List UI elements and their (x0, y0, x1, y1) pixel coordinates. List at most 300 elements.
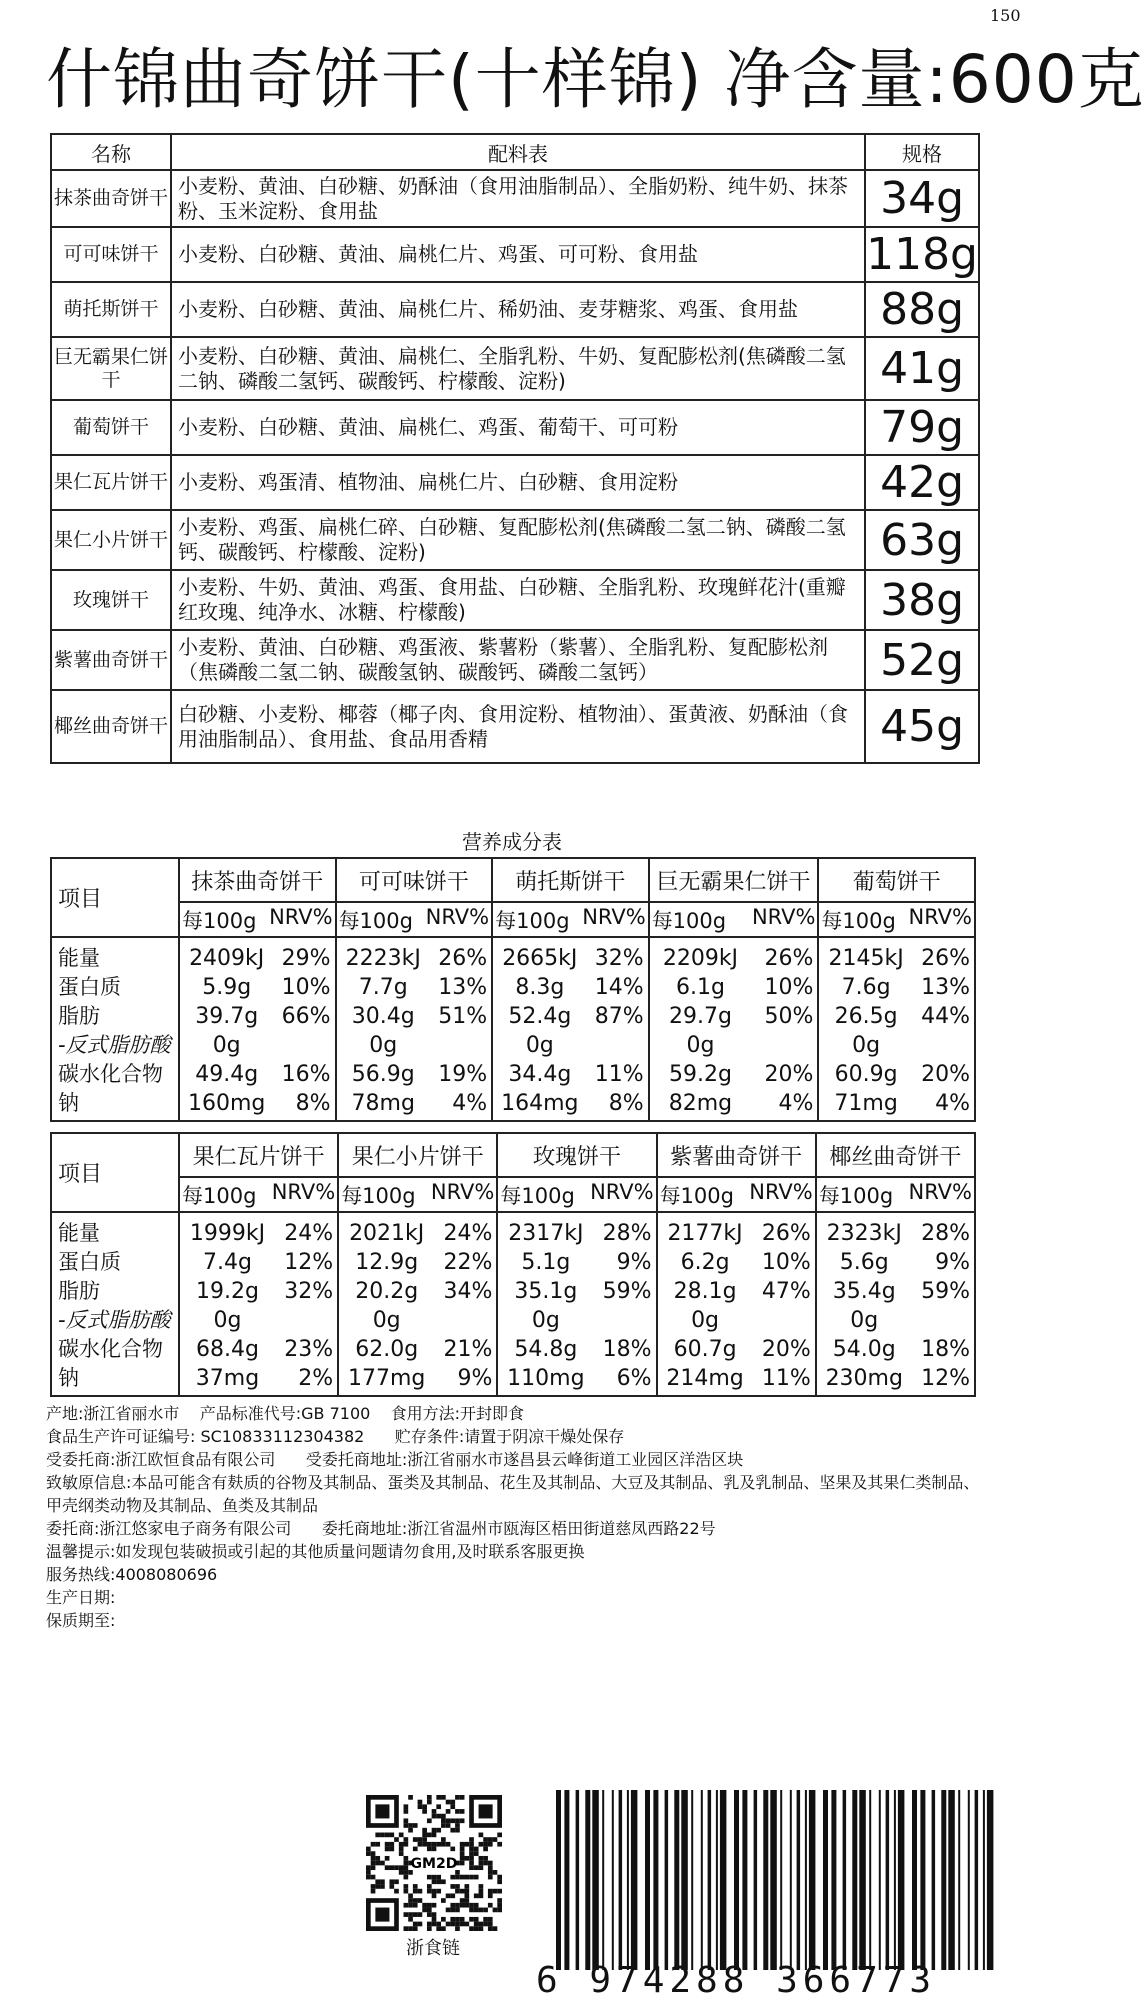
nutrient-value-row (180, 1031, 335, 1060)
product-spec: 34g (865, 170, 979, 227)
nutrient-value-row (498, 1219, 655, 1248)
product-ingredients: 小麦粉、牛奶、黄油、鸡蛋、食用盐、白砂糖、全脂乳粉、玫瑰鲜花汁(重瓣红玫瑰、纯净水、冰糖、柠檬酸) (171, 570, 865, 630)
nutrient-value-row (498, 1364, 655, 1393)
value-nrv: 26% (764, 946, 814, 971)
value-nrv: 13% (921, 975, 970, 1000)
info-line: 保质期至: (46, 1611, 116, 1630)
product-info (46, 1402, 986, 1632)
per100g-label: 每100g (182, 1183, 257, 1208)
nutrition-values (179, 937, 336, 1121)
value-per100g: 5.9g (202, 975, 252, 1000)
nutrient-value-row (658, 1248, 815, 1277)
value-per100g: 0g (850, 1308, 879, 1333)
value-per100g: 49.4g (195, 1062, 259, 1087)
nutrient-label: 脂肪 (58, 1004, 100, 1028)
nutrient-value-row (650, 1089, 818, 1118)
per100g-label: 每100g (341, 1183, 416, 1208)
value-per100g: 110mg (507, 1366, 585, 1391)
nutrition-product-name: 椰丝曲奇饼干 (816, 1133, 975, 1177)
nutrition-product-name: 可可味饼干 (336, 858, 493, 902)
nutrition-subheader (338, 1177, 497, 1212)
nrv-label: NRV% (908, 904, 972, 929)
nutrient-value-row (180, 944, 335, 973)
nrv-label: NRV% (749, 1179, 813, 1204)
value-nrv: 8% (295, 1091, 331, 1116)
value-nrv: 50% (764, 1004, 814, 1029)
value-nrv: 28% (602, 1221, 652, 1246)
info-line: 温馨提示:如发现包装破损或引起的其他质量问题请勿食用,及时联系客服更换 (46, 1542, 585, 1561)
nutrient-value-row (498, 1335, 655, 1364)
nutrient-value-row (817, 1306, 974, 1335)
nutrition-product-name: 萌托斯饼干 (492, 858, 649, 902)
value-per100g: 5.6g (839, 1250, 889, 1275)
nutrition-table-2 (50, 1132, 976, 1397)
qr-code (366, 1795, 502, 1931)
per100g-label: 每100g (821, 908, 896, 933)
value-per100g: 60.7g (673, 1337, 737, 1362)
value-nrv (913, 1031, 974, 1060)
ingredient-row (51, 690, 979, 763)
nutrient-label: 脂肪 (58, 1279, 100, 1303)
nutrient-label: 碳水化合物 (58, 1337, 163, 1361)
product-name: 抹茶曲奇饼干 (51, 170, 171, 227)
value-per100g: 214mg (666, 1366, 744, 1391)
value-per100g: 0g (691, 1308, 720, 1333)
value-nrv: 26% (921, 946, 970, 971)
value-nrv (434, 1306, 496, 1335)
nutrient-value-row (180, 1335, 337, 1364)
value-nrv: 11% (594, 1062, 644, 1087)
product-spec: 88g (865, 282, 979, 337)
info-line: 致敏原信息:本品可能含有麸质的谷物及其制品、蛋类及其制品、花生及其制品、大豆及其制品、乳及乳制品、坚果及其果仁类制品、甲壳纲类动物及其制品、鱼类及其制品 (46, 1473, 980, 1515)
nutrition-product-name: 玫瑰饼干 (497, 1133, 656, 1177)
value-nrv: 26% (761, 1221, 811, 1246)
nutrition-subheader (179, 902, 336, 937)
nutrition-values (657, 1212, 816, 1396)
nutrient-value-row (493, 1031, 648, 1060)
info-line: 委托商:浙江悠家电子商务有限公司 委托商地址:浙江省温州市瓯海区梧田街道慈凤西路22号 (46, 1519, 716, 1538)
nrv-label: NRV% (271, 1179, 336, 1204)
per100g-label: 每100g (338, 908, 413, 933)
nutrition-product-name: 果仁瓦片饼干 (179, 1133, 338, 1177)
nutrient-label: -反式脂肪酸 (58, 1308, 171, 1332)
per100g-label: 每100g (495, 908, 570, 933)
value-nrv: 51% (438, 1004, 488, 1029)
nrv-label: NRV% (425, 904, 490, 929)
ingredient-row (51, 282, 979, 337)
value-nrv: 18% (921, 1337, 970, 1362)
value-nrv (275, 1306, 337, 1335)
nutrition-header-label: 项目 (51, 858, 179, 937)
value-nrv: 66% (281, 1004, 331, 1029)
value-nrv: 29% (281, 946, 331, 971)
value-per100g: 37mg (195, 1366, 260, 1391)
nutrient-value-row (819, 944, 974, 973)
nutrition-values (649, 937, 819, 1121)
value-per100g: 35.1g (514, 1279, 578, 1304)
value-per100g: 30.4g (351, 1004, 415, 1029)
value-nrv: 4% (452, 1091, 488, 1116)
nrv-label: NRV% (751, 904, 816, 929)
value-per100g: 164mg (501, 1091, 579, 1116)
nutrition-subheader (497, 1177, 656, 1212)
value-per100g: 0g (531, 1308, 560, 1333)
product-ingredients: 小麦粉、白砂糖、黄油、扁桃仁片、稀奶油、麦芽糖浆、鸡蛋、食用盐 (171, 282, 865, 337)
value-per100g: 0g (369, 1033, 398, 1058)
value-per100g: 2665kJ (502, 946, 578, 971)
value-per100g: 160mg (187, 1091, 266, 1116)
nutrient-value-row (817, 1364, 974, 1393)
value-nrv: 13% (438, 975, 488, 1000)
nutrient-labels (51, 1212, 179, 1396)
value-per100g: 52.4g (508, 1004, 572, 1029)
value-nrv: 59% (602, 1279, 652, 1304)
ingredient-row (51, 455, 979, 510)
nutrient-value-row (337, 1002, 492, 1031)
nutrient-value-row (817, 1277, 974, 1306)
value-per100g: 54.0g (832, 1337, 896, 1362)
header-ingredients: 配料表 (171, 134, 865, 170)
info-line: 产地:浙江省丽水市 产品标准代号:GB 7100 食用方法:开封即食 (46, 1404, 525, 1423)
value-per100g: 2317kJ (508, 1221, 584, 1246)
value-nrv: 12% (284, 1250, 334, 1275)
nrv-label: NRV% (582, 904, 646, 929)
value-per100g: 8.3g (515, 975, 565, 1000)
product-name: 萌托斯饼干 (51, 282, 171, 337)
per100g-label: 每100g (818, 1183, 894, 1208)
nutrient-value-row (498, 1248, 655, 1277)
value-nrv: 23% (284, 1337, 334, 1362)
value-nrv: 14% (594, 975, 644, 1000)
nutrient-label: 能量 (58, 946, 100, 970)
value-per100g: 20.2g (355, 1279, 419, 1304)
nutrient-value-row (339, 1219, 496, 1248)
nutrient-value-row (493, 1089, 648, 1118)
product-name: 紫薯曲奇饼干 (51, 630, 171, 690)
value-nrv: 24% (443, 1221, 493, 1246)
value-nrv: 20% (761, 1337, 811, 1362)
product-spec: 45g (865, 690, 979, 763)
value-per100g: 2209kJ (662, 946, 739, 971)
nutrition-product-name: 巨无霸果仁饼干 (649, 858, 819, 902)
nutrition-subheader (657, 1177, 816, 1212)
value-per100g: 2021kJ (349, 1221, 425, 1246)
value-nrv: 12% (921, 1366, 970, 1391)
value-per100g: 0g (372, 1308, 401, 1333)
info-line: 服务热线:4008080696 (46, 1565, 218, 1584)
nutrient-value-row (180, 973, 335, 1002)
value-per100g: 230mg (825, 1366, 903, 1391)
product-spec: 63g (865, 510, 979, 570)
value-per100g: 2323kJ (826, 1221, 902, 1246)
nutrient-value-row (650, 1060, 818, 1089)
ingredient-row (51, 170, 979, 227)
nutrition-subheader (179, 1177, 338, 1212)
header-name: 名称 (51, 134, 171, 170)
nutrient-value-row (493, 944, 648, 973)
value-per100g: 29.7g (668, 1004, 732, 1029)
nutrient-value-row (180, 1306, 337, 1335)
value-nrv: 21% (443, 1337, 493, 1362)
product-spec: 52g (865, 630, 979, 690)
value-nrv (593, 1306, 655, 1335)
nutrient-value-row (650, 1031, 818, 1060)
nutrition-caption: 营养成分表 (462, 830, 562, 854)
nutrient-value-row (180, 1089, 335, 1118)
nutrient-value-row (650, 944, 818, 973)
nutrient-value-row (658, 1277, 815, 1306)
barcode-digits: 6 974288 366773 (536, 1960, 937, 2001)
value-nrv: 32% (594, 946, 644, 971)
product-name: 巨无霸果仁饼干 (51, 337, 171, 400)
nutrient-value-row (819, 1060, 974, 1089)
value-nrv: 9% (616, 1250, 652, 1275)
nutrient-value-row (493, 973, 648, 1002)
value-nrv: 20% (921, 1062, 970, 1087)
product-ingredients: 小麦粉、白砂糖、黄油、扁桃仁、全脂乳粉、牛奶、复配膨松剂(焦磷酸二氢二钠、磷酸二氢钙、碳酸钙、柠檬酸、淀粉) (171, 337, 865, 400)
value-nrv (430, 1031, 491, 1060)
product-spec: 118g (866, 229, 978, 280)
ingredient-row (51, 337, 979, 400)
nutrition-subheader (818, 902, 975, 937)
value-nrv: 10% (281, 975, 331, 1000)
per100g-label: 每100g (651, 908, 727, 933)
nutrient-value-row (819, 1089, 974, 1118)
value-per100g: 12.9g (355, 1250, 419, 1275)
value-per100g: 2177kJ (667, 1221, 743, 1246)
nutrient-value-row (498, 1306, 655, 1335)
nutrient-value-row (180, 1002, 335, 1031)
nutrition-values (497, 1212, 656, 1396)
per100g-label: 每100g (659, 1183, 734, 1208)
nutrition-values (492, 937, 649, 1121)
nutrient-value-row (493, 1002, 648, 1031)
ingredient-row (51, 570, 979, 630)
value-nrv: 9% (457, 1366, 493, 1391)
value-per100g: 34.4g (508, 1062, 572, 1087)
nutrient-value-row (337, 1031, 492, 1060)
value-per100g: 7.4g (203, 1250, 252, 1275)
product-name: 葡萄饼干 (51, 400, 171, 455)
nutrient-value-row (180, 1219, 337, 1248)
value-nrv: 59% (921, 1279, 970, 1304)
nutrition-product-name: 果仁小片饼干 (338, 1133, 497, 1177)
product-ingredients: 小麦粉、黄油、白砂糖、鸡蛋液、紫薯粉（紫薯）、全脂乳粉、复配膨松剂（焦磷酸二氢二钠、碳酸氢钠、碳酸钙、磷酸二氢钙） (171, 630, 865, 690)
nutrient-value-row (339, 1335, 496, 1364)
value-per100g: 2223kJ (345, 946, 421, 971)
value-nrv: 87% (594, 1004, 644, 1029)
barcode (556, 1790, 996, 1970)
per100g-label: 每100g (182, 908, 257, 933)
value-nrv: 44% (921, 1004, 970, 1029)
product-spec: 79g (865, 400, 979, 455)
value-nrv (586, 1031, 647, 1060)
product-ingredients: 白砂糖、小麦粉、椰蓉（椰子肉、食用淀粉、植物油）、蛋黄液、奶酥油（食用油脂制品）、食用盐、食品用香精 (171, 690, 865, 763)
value-per100g: 71mg (834, 1091, 898, 1116)
product-ingredients: 小麦粉、白砂糖、黄油、扁桃仁片、鸡蛋、可可粉、食用盐 (171, 227, 865, 282)
value-nrv: 10% (761, 1250, 811, 1275)
nutrient-value-row (339, 1248, 496, 1277)
nutrition-product-name: 紫薯曲奇饼干 (657, 1133, 816, 1177)
info-line: 食品生产许可证编号: SC10833112304382 贮存条件:请置于阴凉干燥处保存 (46, 1427, 625, 1446)
value-nrv: 19% (438, 1062, 488, 1087)
nutrient-value-row (339, 1364, 496, 1393)
value-nrv: 10% (764, 975, 814, 1000)
value-nrv (753, 1306, 815, 1335)
nutrition-values (818, 937, 975, 1121)
value-per100g: 7.6g (841, 975, 891, 1000)
nutrient-value-row (339, 1277, 496, 1306)
value-per100g: 35.4g (832, 1279, 896, 1304)
nutrient-value-row (658, 1219, 815, 1248)
value-nrv: 47% (761, 1279, 811, 1304)
product-ingredients: 小麦粉、黄油、白砂糖、奶酥油（食用油脂制品）、全脂奶粉、纯牛奶、抹茶粉、玉米淀粉、食用盐 (171, 170, 865, 227)
nutrient-value-row (819, 1031, 974, 1060)
product-name: 椰丝曲奇饼干 (51, 690, 171, 763)
nutrient-value-row (337, 973, 492, 1002)
value-nrv: 4% (935, 1091, 970, 1116)
value-per100g: 82mg (668, 1091, 733, 1116)
nutrient-label: -反式脂肪酸 (58, 1033, 171, 1057)
value-nrv (273, 1031, 334, 1060)
nutrition-subheader (336, 902, 493, 937)
ingredient-row (51, 510, 979, 570)
product-ingredients: 小麦粉、鸡蛋、扁桃仁碎、白砂糖、复配膨松剂(焦磷酸二氢二钠、磷酸二氢钙、碳酸钙、柠檬酸、淀粉) (171, 510, 865, 570)
nutrient-value-row (180, 1364, 337, 1393)
value-per100g: 2145kJ (828, 946, 904, 971)
nutrient-value-row (650, 1002, 818, 1031)
value-nrv: 16% (281, 1062, 331, 1087)
nutrient-value-row (658, 1364, 815, 1393)
value-per100g: 56.9g (351, 1062, 415, 1087)
value-per100g: 177mg (347, 1366, 426, 1391)
ingredient-row (51, 227, 979, 282)
product-spec: 42g (865, 455, 979, 510)
value-nrv: 28% (921, 1221, 970, 1246)
nutrient-value-row (658, 1306, 815, 1335)
ingredient-row (51, 400, 979, 455)
nutrition-product-name: 抹茶曲奇饼干 (179, 858, 336, 902)
product-spec: 41g (865, 337, 979, 400)
info-line: 受委托商:浙江欧恒食品有限公司 受委托商地址:浙江省丽水市遂昌县云峰街道工业园区洋浩区块 (46, 1450, 744, 1469)
nutrition-values (336, 937, 493, 1121)
nutrition-table-1 (50, 857, 976, 1122)
value-per100g: 60.9g (834, 1062, 898, 1087)
nutrient-value-row (337, 1089, 492, 1118)
product-ingredients: 小麦粉、白砂糖、黄油、扁桃仁、鸡蛋、葡萄干、可可粉 (171, 400, 865, 455)
per100g-label: 每100g (500, 1183, 575, 1208)
value-nrv: 26% (438, 946, 488, 971)
value-per100g: 78mg (351, 1091, 415, 1116)
nutrient-value-row (180, 1060, 335, 1089)
qr-label: 浙食链 (406, 1938, 460, 1959)
nutrient-label: 碳水化合物 (58, 1062, 163, 1086)
nutrient-label: 钠 (58, 1366, 79, 1390)
value-per100g: 0g (525, 1033, 554, 1058)
value-nrv (751, 1031, 817, 1060)
value-per100g: 26.5g (834, 1004, 898, 1029)
nutrition-values (816, 1212, 975, 1396)
value-nrv: 4% (778, 1091, 814, 1116)
value-nrv: 24% (284, 1221, 334, 1246)
nutrition-values (338, 1212, 497, 1396)
nutrient-value-row (817, 1335, 974, 1364)
value-nrv: 2% (298, 1366, 334, 1391)
nutrient-value-row (337, 1060, 492, 1089)
value-per100g: 6.2g (680, 1250, 730, 1275)
nutrition-header-label: 项目 (51, 1133, 179, 1212)
nutrient-value-row (817, 1248, 974, 1277)
value-nrv: 11% (761, 1366, 811, 1391)
nrv-label: NRV% (269, 904, 333, 929)
ingredients-table (50, 133, 980, 764)
value-nrv: 34% (443, 1279, 493, 1304)
nutrient-value-row (498, 1277, 655, 1306)
nutrient-label: 蛋白质 (58, 975, 121, 999)
value-per100g: 5.1g (521, 1250, 571, 1275)
nutrition-subheader (649, 902, 819, 937)
nutrition-subheader (816, 1177, 975, 1212)
nutrient-value-row (819, 1002, 974, 1031)
nutrient-labels (51, 937, 179, 1121)
nutrient-value-row (339, 1306, 496, 1335)
header-spec: 规格 (865, 134, 979, 170)
nutrient-value-row (658, 1335, 815, 1364)
value-nrv (912, 1306, 974, 1335)
value-per100g: 62.0g (355, 1337, 419, 1362)
value-per100g: 19.2g (196, 1279, 259, 1304)
value-nrv: 6% (616, 1366, 652, 1391)
value-per100g: 0g (686, 1033, 715, 1058)
nutrient-label: 蛋白质 (58, 1250, 121, 1274)
page-title: 什锦曲奇饼干(十样锦) 净含量:600克 (46, 41, 1145, 118)
value-per100g: 2409kJ (189, 946, 265, 971)
ingredient-row (51, 630, 979, 690)
value-per100g: 39.7g (195, 1004, 259, 1029)
qr-center-text: GM2D (410, 1856, 458, 1873)
value-per100g: 0g (213, 1308, 242, 1333)
nrv-label: NRV% (908, 1179, 972, 1204)
value-per100g: 0g (852, 1033, 881, 1058)
nutrition-subheader (492, 902, 649, 937)
value-per100g: 68.4g (196, 1337, 259, 1362)
value-per100g: 7.7g (358, 975, 408, 1000)
nrv-label: NRV% (430, 1179, 495, 1204)
product-name: 可可味饼干 (51, 227, 171, 282)
ingredients-header-row (51, 134, 979, 170)
nrv-label: NRV% (590, 1179, 654, 1204)
nutrient-value-row (650, 973, 818, 1002)
nutrient-value-row (493, 1060, 648, 1089)
nutrient-value-row (180, 1277, 337, 1306)
value-nrv: 8% (608, 1091, 644, 1116)
product-spec: 38g (865, 570, 979, 630)
nutrient-value-row (180, 1248, 337, 1277)
nutrient-label: 能量 (58, 1221, 100, 1245)
value-nrv: 32% (284, 1279, 334, 1304)
value-nrv: 22% (443, 1250, 493, 1275)
value-nrv: 18% (602, 1337, 652, 1362)
value-per100g: 28.1g (673, 1279, 737, 1304)
value-per100g: 0g (212, 1033, 241, 1058)
value-per100g: 1999kJ (189, 1221, 266, 1246)
info-line: 生产日期: (46, 1588, 116, 1607)
value-nrv: 9% (935, 1250, 970, 1275)
value-per100g: 54.8g (514, 1337, 578, 1362)
product-ingredients: 小麦粉、鸡蛋清、植物油、扁桃仁片、白砂糖、食用淀粉 (171, 455, 865, 510)
product-name: 果仁瓦片饼干 (51, 455, 171, 510)
page-number: 150 (990, 6, 1021, 25)
